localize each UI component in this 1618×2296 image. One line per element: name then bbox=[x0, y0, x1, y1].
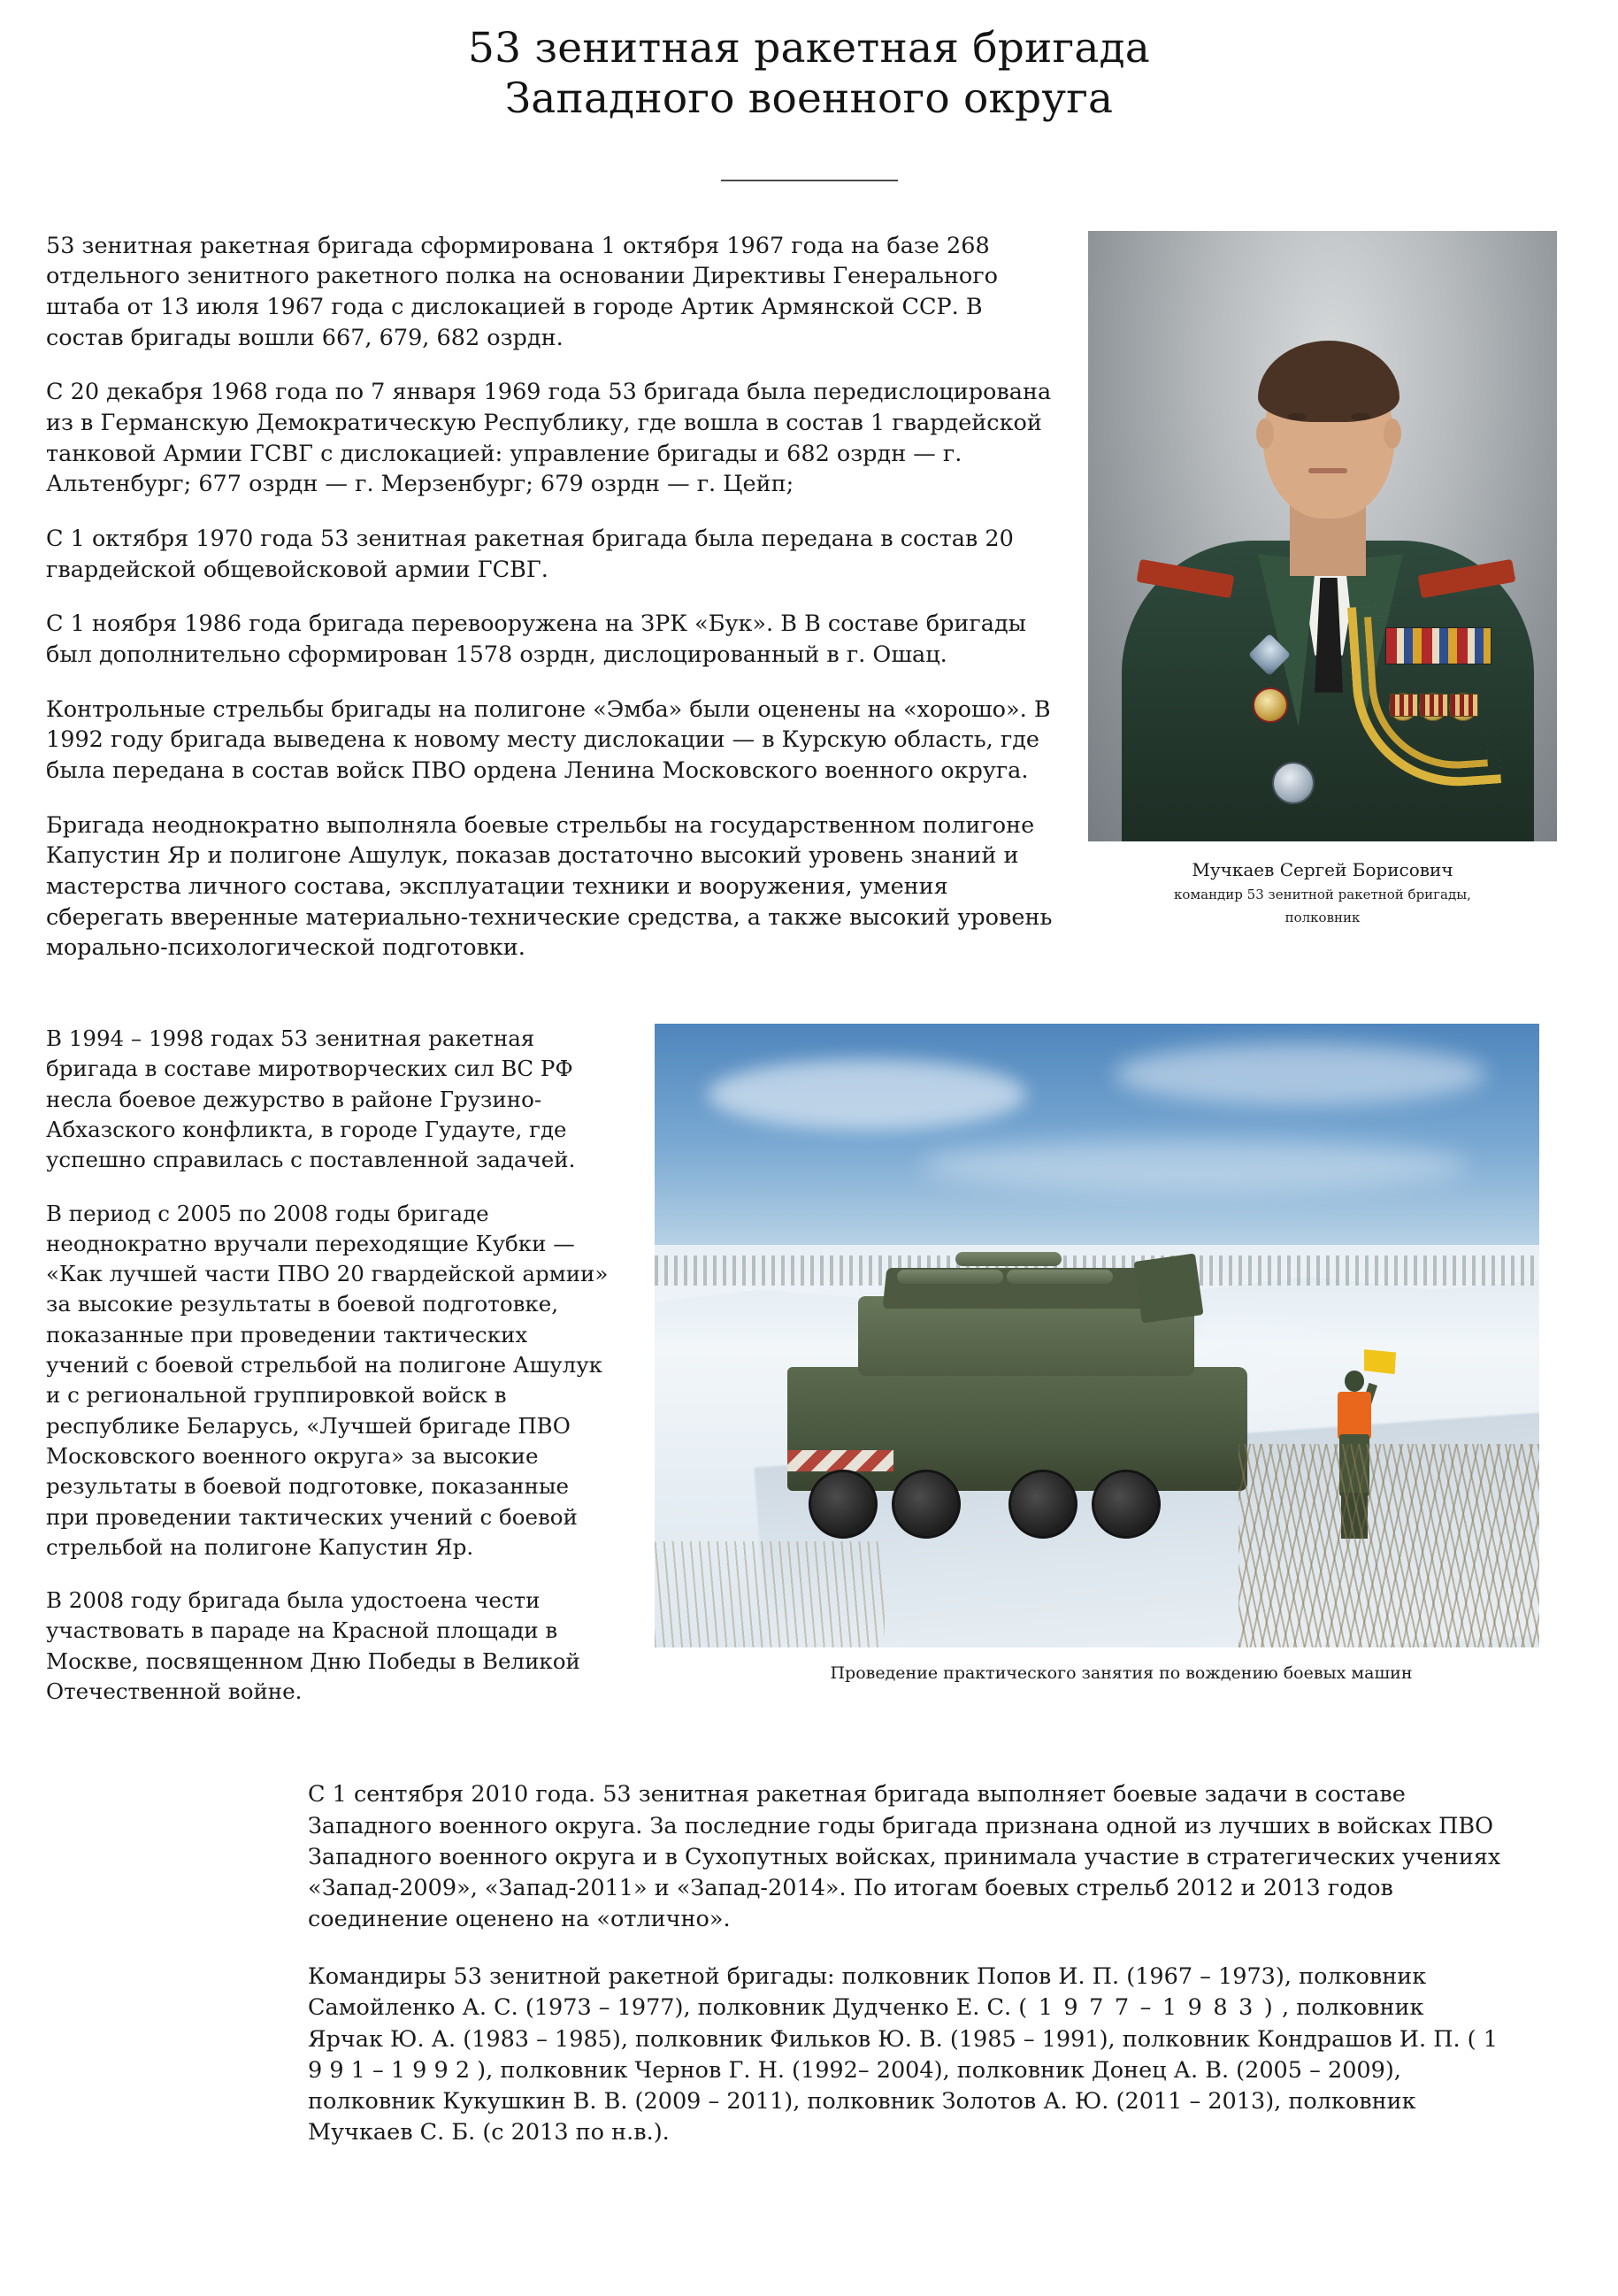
paragraph: С 1 октября 1970 года 53 зенитная ракетная бригада была передана в состав 20 гвардейской общевойсковой армии ГСВГ. bbox=[46, 526, 1014, 583]
title-divider bbox=[721, 180, 898, 181]
section-history bbox=[0, 231, 1618, 964]
commander-caption bbox=[1088, 859, 1557, 927]
commander-name: Мучкаев Сергей Борисович bbox=[1192, 858, 1453, 880]
achievements-text-column bbox=[46, 1024, 648, 1730]
paragraph: В период с 2005 по 2008 годы бригаде неоднократно вручали переходящие Кубки — «Как лучшей части ПВО 20 гвардейской армии» за высокие результаты в боевой подготовке, показанные при проведении тактических учений с боевой стрельбой на полигоне Ашулук и с региональной группировкой войск в республике Беларусь, «Лучшей бригаде ПВО Московского военного округа» за высокие результаты в боевой подготовке, показанные при проведении тактических учений с боевой стрельбой на полигоне Капустин Яр. bbox=[46, 1200, 609, 1560]
paragraph: С 1 сентября 2010 года. 53 зенитная ракетная бригада выполняет боевые задачи в составе Западного военного округа. За последние годы бригада признана одной из лучших в войсках ПВО Западного военного округа и в Сухопутных войсках, принимала участие в стратегических учениях «Запад-2009», «Запад-2011» и «Запад-2014». По итогам боевых стрельб 2012 и 2013 годов соединение оценено на «отлично». bbox=[308, 1781, 1501, 1933]
signal-flag bbox=[1364, 1349, 1396, 1374]
cloud bbox=[1115, 1043, 1486, 1105]
medal-icon bbox=[1419, 693, 1447, 721]
eyebrow-left bbox=[1284, 401, 1310, 407]
missile bbox=[1007, 1270, 1113, 1284]
page-title bbox=[0, 0, 1618, 181]
title-divider-wrap bbox=[0, 180, 1618, 181]
order-badge-icon bbox=[1253, 687, 1288, 723]
ear-left bbox=[1256, 419, 1274, 449]
commanders-paragraph bbox=[308, 1962, 1503, 2148]
wheel bbox=[1092, 1470, 1161, 1539]
paragraph: В 2008 году бригада была удостоена чести участвовать в параде на Красной площади в Москве, посвященном Дню Победы в Великой Отечественной войне. bbox=[46, 1587, 580, 1705]
missile bbox=[897, 1270, 1003, 1284]
wheel bbox=[809, 1470, 878, 1539]
commanders-spaced-years: ( 1 9 7 7 – 1 9 8 3 ) bbox=[1018, 1994, 1275, 2022]
dry-grass-left bbox=[655, 1541, 885, 1647]
title-line-1: 53 зенитная ракетная бригада bbox=[468, 24, 1150, 73]
commander-photo bbox=[1088, 231, 1557, 841]
medal-icon bbox=[1449, 693, 1477, 721]
commander-portrait-block bbox=[1088, 231, 1557, 927]
signalman-head bbox=[1345, 1371, 1364, 1392]
commander-role-line-2: полковник bbox=[1284, 910, 1361, 926]
safety-vest bbox=[1338, 1392, 1371, 1440]
hazard-stripe bbox=[787, 1450, 893, 1471]
paragraph: Контрольные стрельбы бригады на полигоне «Эмба» были оценены на «хорошо». В 1992 году бригада выведена к новому месту дислокации — в Курскую область, где была передана в состав войск ПВО ордена Ленина Московского военного округа. bbox=[46, 695, 1051, 785]
section-achievements bbox=[0, 1024, 1618, 1730]
paragraph: 53 зенитная ракетная бригада сформирована 1 октября 1967 года на базе 268 отдельного зенитного ракетного полка на основании Директивы Генерального штаба от 13 июля 1967 года с дислокацией в городе Артик Армянской ССР. В состав бригады вошли 667, 679, 682 озрдн. bbox=[46, 232, 998, 351]
eyebrow-right bbox=[1347, 401, 1374, 407]
dry-grass-right bbox=[1238, 1444, 1539, 1647]
wheel bbox=[892, 1470, 961, 1539]
history-text-column bbox=[46, 231, 1088, 964]
ear-right bbox=[1384, 419, 1401, 449]
breast-badge-icon bbox=[1272, 762, 1315, 804]
training-photo-caption: Проведение практического занятия по вождению боевых машин bbox=[830, 1663, 1413, 1684]
section-present-day bbox=[0, 1779, 1618, 2228]
wheel bbox=[1008, 1470, 1077, 1539]
commander-role-line-1: командир 53 зенитной ракетной бригады, bbox=[1174, 886, 1471, 902]
eye-left bbox=[1287, 413, 1307, 420]
paragraph: С 1 ноября 1986 года бригада перевооружена на ЗРК «Бук». В В составе бригады был дополнительно сформирован 1578 озрдн, дислоцированный в г. Ошац. bbox=[46, 610, 1026, 669]
medal-icon bbox=[1389, 693, 1417, 721]
ribbon-bar bbox=[1385, 627, 1491, 664]
training-photo-block bbox=[648, 1024, 1588, 1683]
medal-group bbox=[1387, 673, 1502, 723]
radar-unit bbox=[1133, 1254, 1203, 1324]
eye-right bbox=[1351, 413, 1370, 420]
paragraph: С 20 декабря 1968 года по 7 января 1969 года 53 бригада была передислоцирована из в Германскую Демократическую Республику, где вошла в состав 1 гвардейской танковой Армии ГСВГ с дислокацией: управление бригады и 682 озрдн — г. Альтенбург; 677 озрдн — г. Мерзенбург; 679 озрдн — г. Цейп; bbox=[46, 379, 1052, 498]
cloud bbox=[920, 1139, 1468, 1192]
cloud bbox=[708, 1059, 1026, 1130]
missile-vehicle bbox=[787, 1261, 1283, 1553]
training-photo bbox=[655, 1024, 1539, 1647]
title-line-2: Западного военного округа bbox=[504, 74, 1114, 124]
paragraph: В 1994 – 1998 годах 53 зенитная ракетная бригада в составе миротворческих сил ВС РФ несла боевое дежурство в районе Грузино-Абхазского конфликта, в городе Гудауте, где успешно справилась с поставленной задачей. bbox=[46, 1025, 576, 1173]
paragraph: Бригада неоднократно выполняла боевые стрельбы на государственном полигоне Капустин Яр и полигоне Ашулук, показав достаточно высокий уровень знаний и мастерства личного состава, эксплуатации техники и вооружения, умения сберегать вверенные материально-технические средства, а также высокий уровень морально-психологической подготовки. bbox=[46, 811, 1053, 962]
mouth bbox=[1308, 468, 1347, 473]
missile bbox=[955, 1252, 1062, 1266]
commanders-part-1: Командиры 53 зенитной ракетной бригады: полковник Попов И. П. (1967 – 1973), полковник Самойленко А. С. (1973 – 1977), полковник Дудченко Е. С. bbox=[308, 1963, 1427, 2022]
commanders-part-2: , полковник Ярчак Ю. А. (1983 – 1985), полковник Фильков Ю. В. (1985 – 1991), полковник Кондрашов И. П. ( 1 9 9 1 – 1 9 9 2 ), полковник Чернов Г. Н. (1992– 2004), полковник Донец А. В. (2005 – 2009), полковник Кукушкин В. В. (2009 – 2011), полковник Золотов А. Ю. (2011 – 2013), полковник Мучкаев С. Б. (с 2013 по н.в.). bbox=[308, 1994, 1498, 2146]
